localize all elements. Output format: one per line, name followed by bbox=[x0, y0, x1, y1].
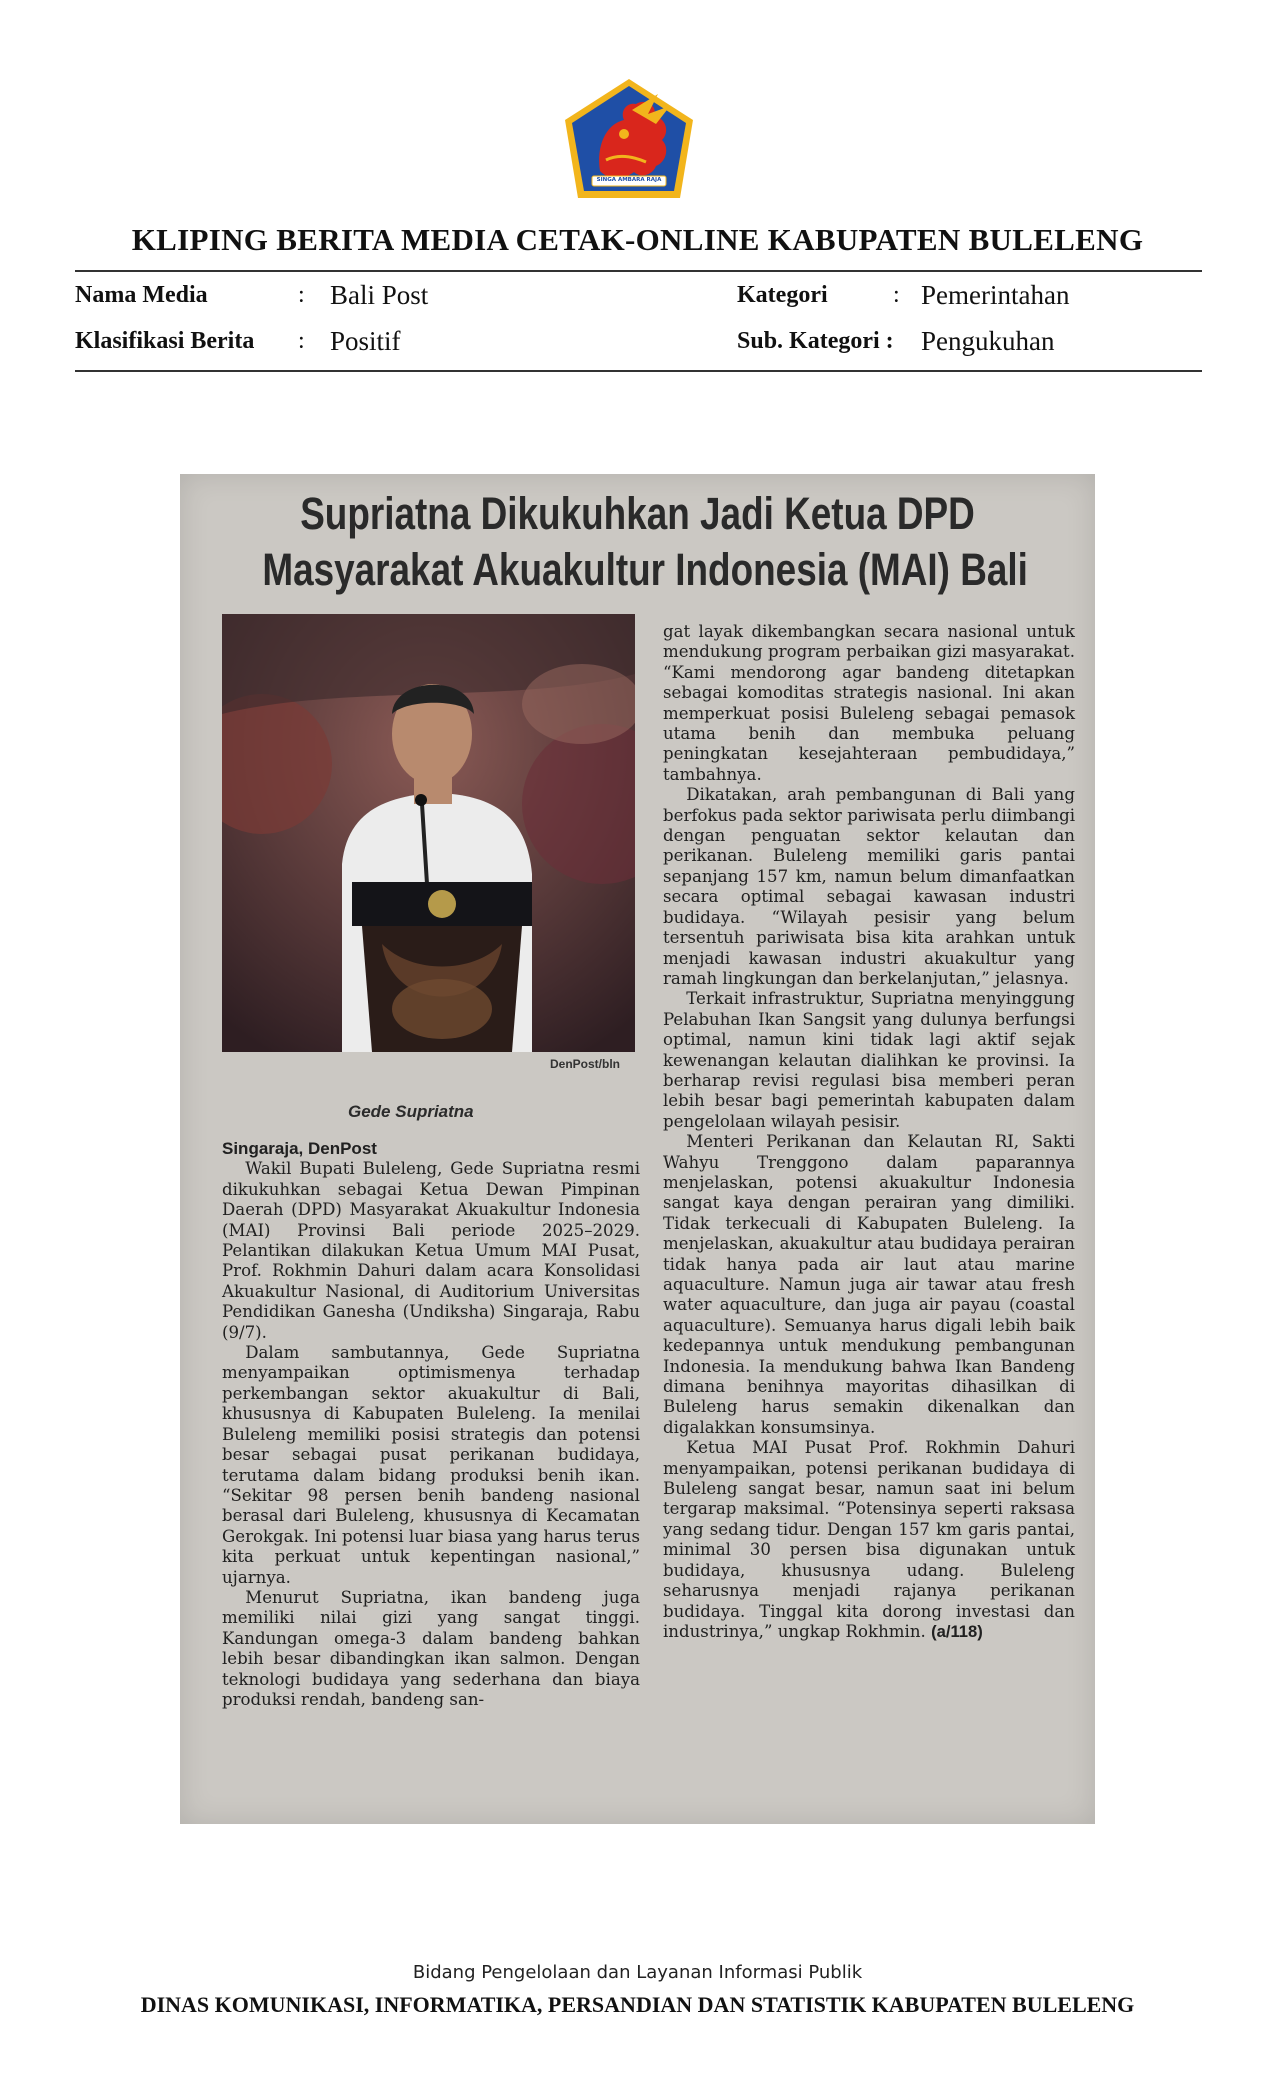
media-value: Bali Post bbox=[330, 280, 429, 310]
photo-credit: DenPost/bln bbox=[550, 1057, 621, 1071]
footer-agency-name: DINAS KOMUNIKASI, INFORMATIKA, PERSANDIAN DAN STATISTIK KABUPATEN BULELENG bbox=[140, 1992, 1135, 2017]
headline-line-1: Supriatna Dikukuhkan Jadi Ketua DPD bbox=[300, 488, 975, 539]
article-paragraph: Menteri Perikanan dan Kelautan RI, Sakti Wahyu Trenggono dalam paparannya menjelaskan, potensi akuakultur Indonesia sangat kaya dengan perairan yang dimiliki. Tidak terkecuali di Kabupaten Buleleng. Ia menjelaskan, akuakultur atau budidaya perairan tidak hanya pada air laut atau marine aquaculture. Namun juga air tawar atau fresh water aquaculture, dan juga air payau (coastal aquaculture). Semuanya harus digali lebih baik kedepannya untuk mendukung pembangunan Indonesia. Ia mendukung bahwa Ikan Bandeng dimana benihnya mayoritas dihasilkan di Buleleng harus semakin dikenalkan dan digalakkan konsumsinya. bbox=[663, 1132, 1075, 1437]
article-column-left bbox=[222, 1139, 640, 1710]
page-title: KLIPING BERITA MEDIA CETAK-ONLINE KABUPATEN BULELENG bbox=[131, 222, 1144, 257]
subkategori-label: Sub. Kategori : bbox=[737, 328, 894, 354]
emblem-icon bbox=[562, 76, 696, 202]
article-paragraph-text: Ketua MAI Pusat Prof. Rokhmin Dahuri menyampaikan, potensi perikanan budidaya di Buleleng sangat besar, namun saat ini belum tergarap maksimal. “Potensinya seperti raksasa yang sedang tidur. Dengan 157 km garis pantai, minimal 30 persen bisa digunakan untuk budidaya, khususnya udang. Buleleng seharusnya menjadi rajanya perikanan budidaya. Tinggal kita dorong investasi dan industrinya,” ungkap Rokhmin. bbox=[663, 1438, 1075, 1641]
article-paragraph: Dikatakan, arah pembangunan di Bali yang berfokus pada sektor pariwisata perlu diimbangi dengan penguatan sektor kelautan dan perikanan. Buleleng memiliki garis pantai sepanjang 157 km, namun belum dimanfaatkan secara optimal sebagai kawasan industri budidaya. “Wilayah pesisir yang belum tersentuh pariwisata bisa kita arahkan untuk menjadi kawasan industri akuakultur yang ramah lingkungan dan berkelanjutan,” jelasnya. bbox=[663, 785, 1075, 988]
article-paragraph-continued: gat layak dikembangkan secara nasional untuk mendukung program perbaikan gizi masyarakat. “Kami mendorong agar bandeng ditetapkan sebagai komoditas strategis nasional. Ini akan memperkuat posisi Buleleng sebagai pemasok utama benih dan membuka peluang peningkatan kesejahteraan pembudidaya,” tambahnya. bbox=[663, 622, 1075, 784]
author-signature: (a/118) bbox=[931, 1621, 983, 1641]
klasifikasi-value: Positif bbox=[330, 326, 401, 356]
emblem-motto: SINGA AMBARA RAJA bbox=[596, 177, 662, 183]
klasifikasi-colon: : bbox=[298, 328, 305, 354]
subkategori-value: Pengukuhan bbox=[921, 326, 1055, 356]
article-paragraph: Menurut Supriatna, ikan bandeng juga memiliki nilai gizi yang sangat tinggi. Kandungan omega-3 dalam bandeng bahkan lebih besar dibandingkan ikan salmon. Dengan teknologi budidaya yang sederhana dan biaya produksi rendah, bandeng san- bbox=[222, 1587, 640, 1709]
photo-caption: Gede Supriatna bbox=[348, 1102, 474, 1121]
kategori-value: Pemerintahan bbox=[921, 280, 1070, 310]
kategori-colon: : bbox=[893, 282, 900, 308]
article-paragraph: Dalam sambutannya, Gede Supriatna menyampaikan optimismenya terhadap perkembangan sektor akuakultur di Bali, khususnya di Kabupaten Buleleng. Ia menilai Buleleng memiliki posisi strategis dan potensi besar sebagai pusat perikanan budidaya, terutama dalam bidang produksi benih ikan. “Sekitar 98 persen benih bandeng nasional berasal dari Buleleng, khususnya di Kecamatan Gerokgak. Ini potensi luar biasa yang harus terus kita perkuat untuk kepentingan nasional,” ujarnya. bbox=[222, 1343, 640, 1587]
speaker-at-podium-image bbox=[222, 614, 635, 1052]
headline-line-2: Masyarakat Akuakultur Indonesia (MAI) Bali bbox=[262, 544, 1028, 595]
newspaper-clipping bbox=[180, 474, 1095, 1824]
regency-emblem-logo bbox=[562, 76, 696, 202]
footer-subtitle: Bidang Pengelolaan dan Layanan Informasi Publik bbox=[412, 1962, 863, 1983]
klasifikasi-label: Klasifikasi Berita bbox=[75, 328, 255, 354]
media-label: Nama Media bbox=[75, 282, 208, 308]
article-paragraph-last bbox=[663, 1438, 1075, 1642]
header-top-rule bbox=[75, 270, 1202, 272]
dateline: Singaraja, DenPost bbox=[222, 1139, 377, 1158]
article-photo bbox=[222, 614, 635, 1052]
media-colon: : bbox=[298, 282, 305, 308]
article-paragraph: Wakil Bupati Buleleng, Gede Supriatna resmi dikukuhkan sebagai Ketua Dewan Pimpinan Daerah (DPD) Masyarakat Akuakultur Indonesia (MAI) Provinsi Bali periode 2025–2029. Pelantikan dilakukan Ketua Umum MAI Pusat, Prof. Rokhmin Dahuri dalam acara Konsolidasi Akuakultur Nasional, di Auditorium Universitas Pendidikan Ganesha (Undiksha) Singaraja, Rabu (9/7). bbox=[222, 1159, 640, 1342]
header-bottom-rule bbox=[75, 370, 1202, 372]
article-paragraph: Terkait infrastruktur, Supriatna menyinggung Pelabuhan Ikan Sangsit yang dulunya berfungsi optimal, namun kini tidak lagi aktif sejak kewenangan kelautan dialihkan ke provinsi. Ia berharap revisi regulasi bisa memberi peran lebih besar bagi pemerintah kabupaten dalam pengelolaan wilayah pesisir. bbox=[663, 989, 1075, 1131]
kategori-label: Kategori bbox=[737, 282, 828, 308]
article-column-right bbox=[663, 622, 1075, 1642]
